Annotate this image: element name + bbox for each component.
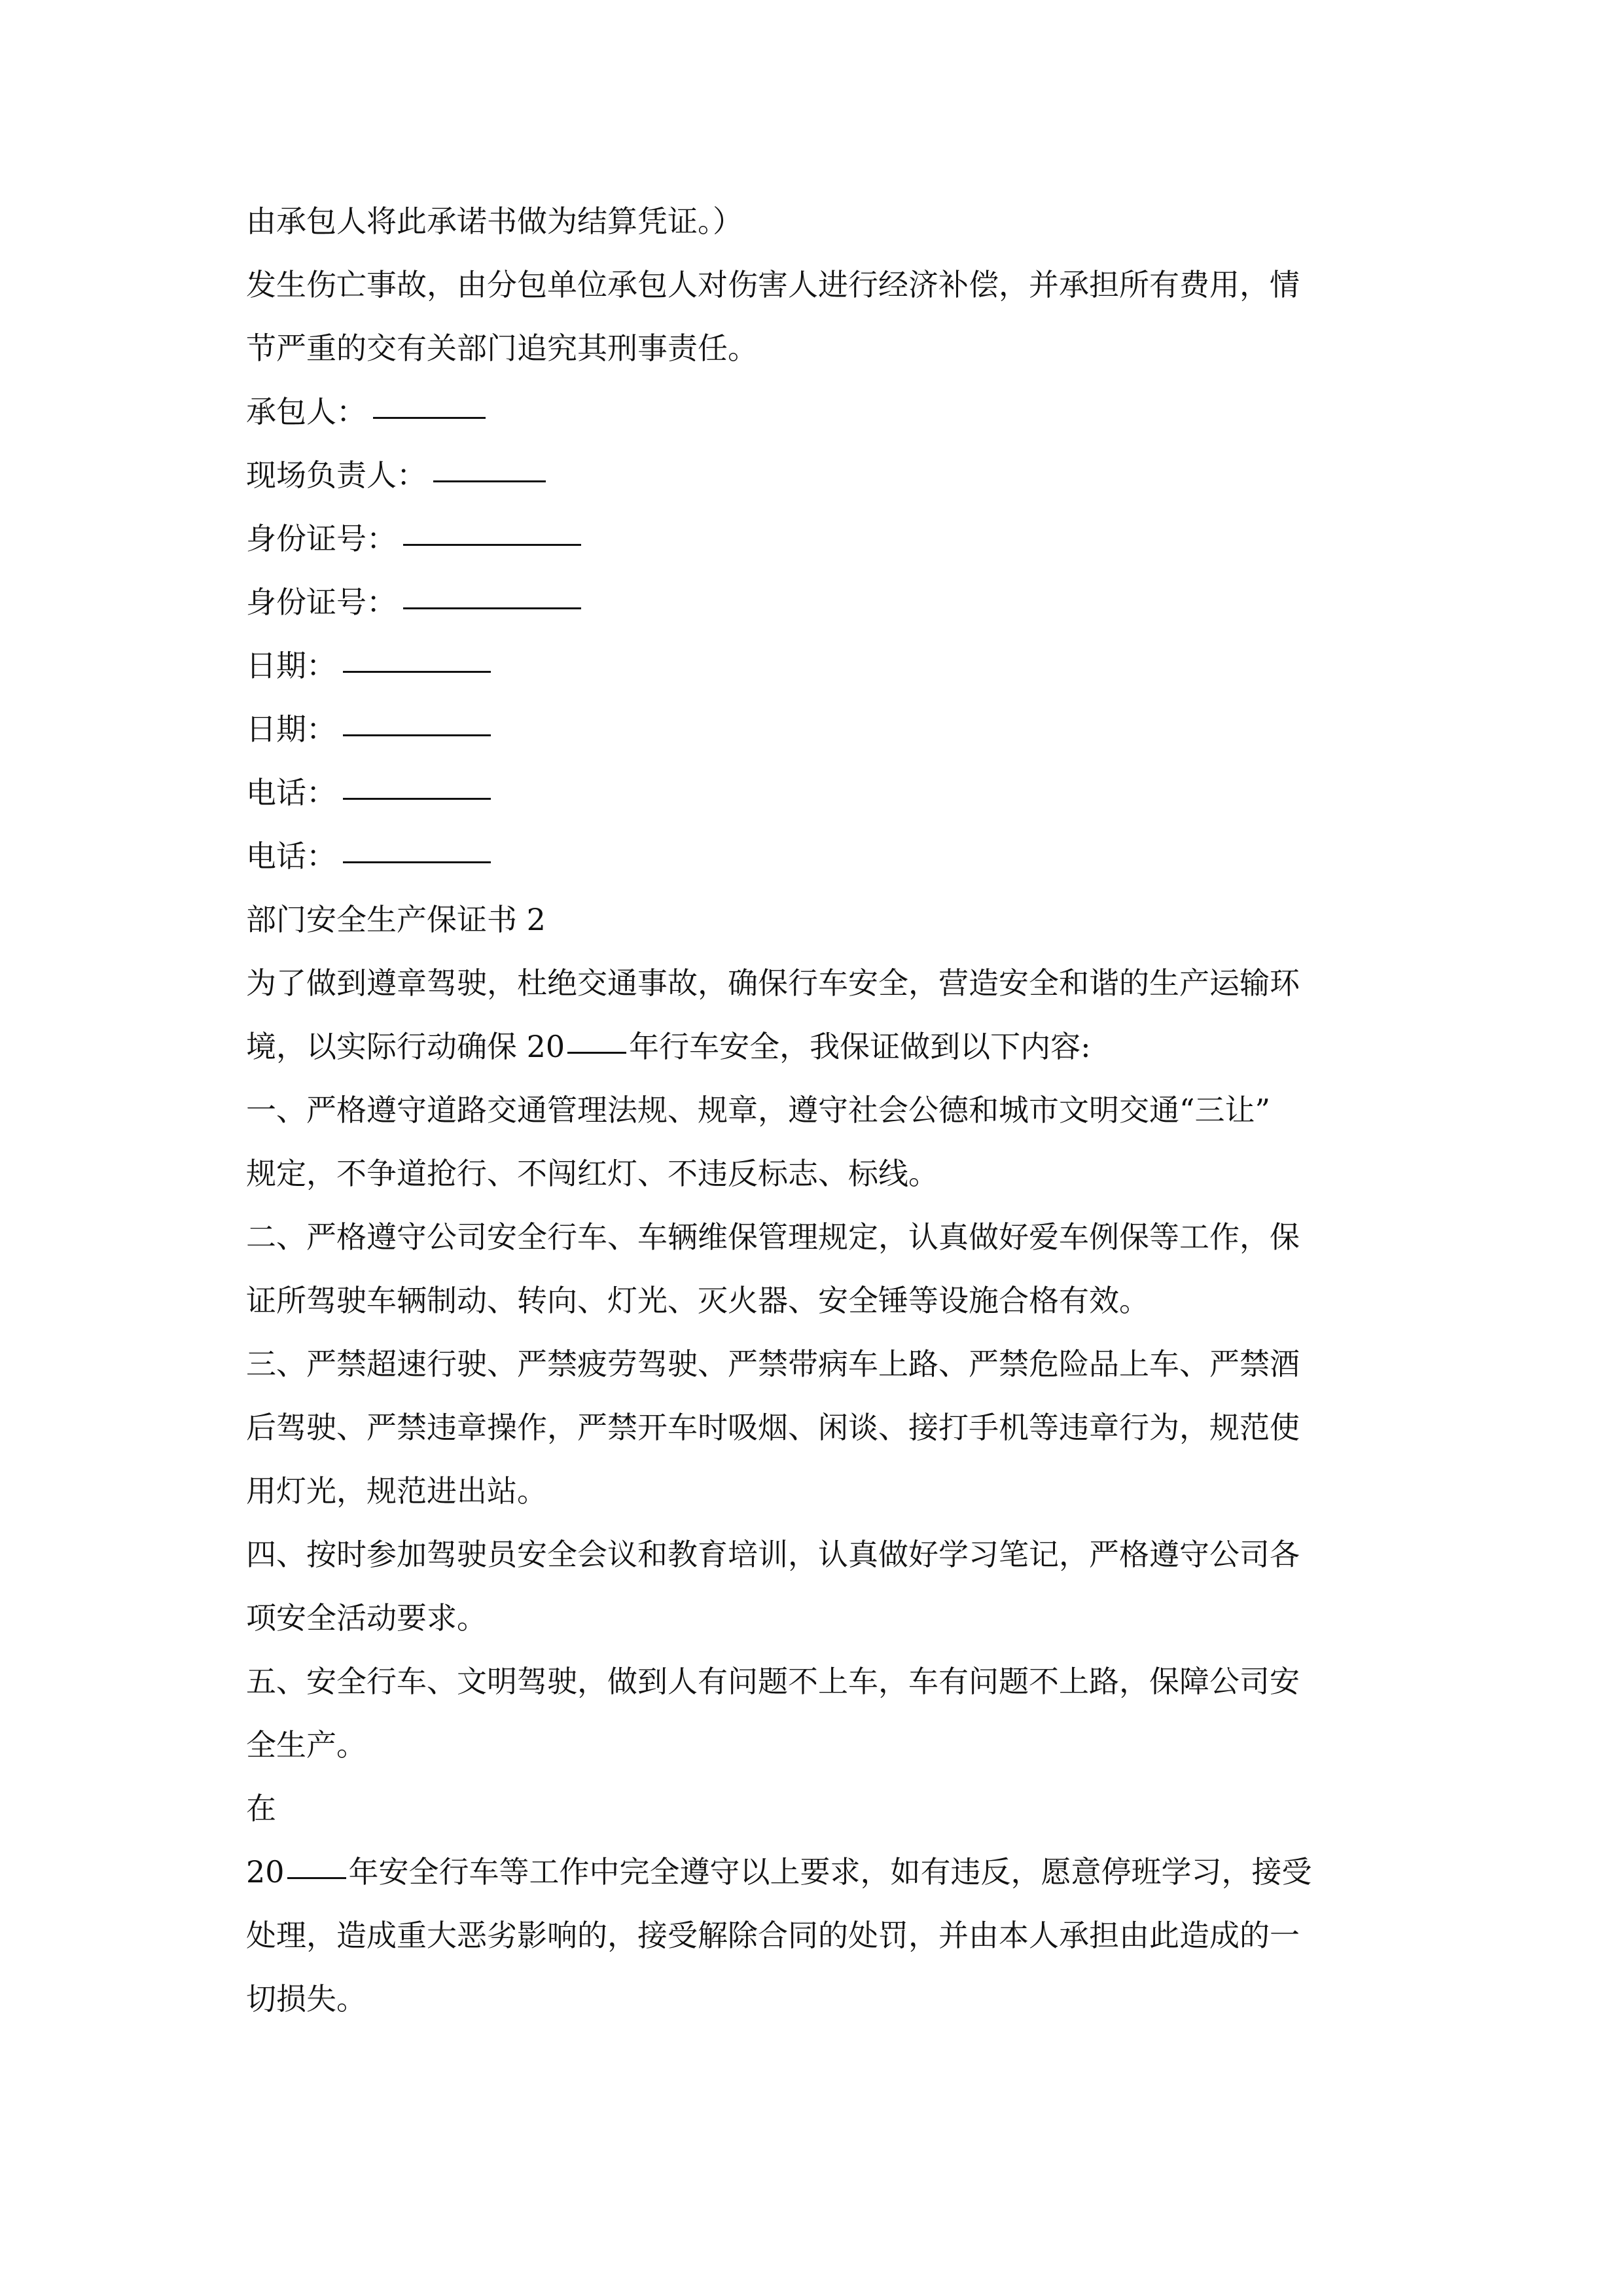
text-line: 五、安全行车、文明驾驶，做到人有问题不上车，车有问题不上路，保障公司安 <box>246 1664 1300 1699</box>
fill-blank <box>343 825 491 863</box>
site-manager-field <box>246 444 1385 507</box>
text-line: 由承包人将此承诺书做为结算凭证。） <box>246 204 743 239</box>
text-line: 一、严格遵守道路交通管理法规、规章，遵守社会公德和城市文明交通“三让” <box>246 1092 1271 1128</box>
text-line: 三、严禁超速行驶、严禁疲劳驾驶、严禁带病车上路、严禁危险品上车、严禁酒 <box>246 1346 1300 1382</box>
year-blank <box>287 1840 346 1879</box>
phone-field <box>246 825 1385 888</box>
section-title: 部门安全生产保证书 2 <box>246 902 546 937</box>
text-line: 发生伤亡事故，由分包单位承包人对伤害人进行经济补偿，并承担所有费用，情 <box>246 267 1300 302</box>
text-line: 用灯光，规范进出站。 <box>246 1473 547 1509</box>
text-line: 规定，不争道抢行、不闯红灯、不违反标志、标线。 <box>246 1156 938 1191</box>
text-line: 项安全活动要求。 <box>246 1600 487 1636</box>
field-label: 日期： <box>246 648 336 683</box>
field-label: 电话： <box>246 838 336 874</box>
text-line: 20 年安全行车等工作中完全遵守以上要求，如有违反，愿意停班学习，接受 <box>246 1840 1385 1904</box>
id-number-field <box>246 571 1385 634</box>
field-label: 身份证号： <box>246 521 397 556</box>
text-line: 后驾驶、严禁违章操作，严禁开车时吸烟、闲谈、接打手机等违章行为，规范使 <box>246 1410 1300 1445</box>
text-line: 在 <box>246 1791 276 1826</box>
text-line: 境，以实际行动确保 20 年行车安全，我保证做到以下内容: <box>246 1015 1385 1079</box>
text-line: 证所驾驶车辆制动、转向、灯光、灭火器、安全锤等设施合格有效。 <box>246 1283 1149 1318</box>
text-line: 节严重的交有关部门追究其刑事责任。 <box>246 331 758 366</box>
field-label: 身份证号： <box>246 584 397 620</box>
text-line: 处理，造成重大恶劣影响的，接受解除合同的处罚，并由本人承担由此造成的一 <box>246 1918 1300 1953</box>
fill-blank <box>403 571 581 609</box>
field-label: 日期： <box>246 711 336 747</box>
id-number-field <box>246 507 1385 571</box>
text-line: 四、按时参加驾驶员安全会议和教育培训，认真做好学习笔记，严格遵守公司各 <box>246 1537 1300 1572</box>
field-label: 承包人： <box>246 394 366 429</box>
field-label: 现场负责人： <box>246 457 427 493</box>
fill-blank <box>403 507 581 546</box>
year-blank <box>567 1015 626 1054</box>
text-line: 切损失。 <box>246 1981 366 2017</box>
fill-blank <box>373 380 486 419</box>
fill-blank <box>433 444 546 482</box>
text-line: 二、严格遵守公司安全行车、车辆维保管理规定，认真做好爱车例保等工作，保 <box>246 1219 1300 1255</box>
date-field <box>246 698 1385 761</box>
phone-field <box>246 761 1385 825</box>
fill-blank <box>343 698 491 736</box>
text-line: 为了做到遵章驾驶，杜绝交通事故，确保行车安全，营造安全和谐的生产运输环 <box>246 965 1300 1001</box>
text-line: 全生产。 <box>246 1727 366 1763</box>
field-label: 电话： <box>246 775 336 810</box>
contractor-field <box>246 380 1385 444</box>
document-body <box>246 190 1385 2031</box>
fill-blank <box>343 634 491 673</box>
date-field <box>246 634 1385 698</box>
fill-blank <box>343 761 491 800</box>
